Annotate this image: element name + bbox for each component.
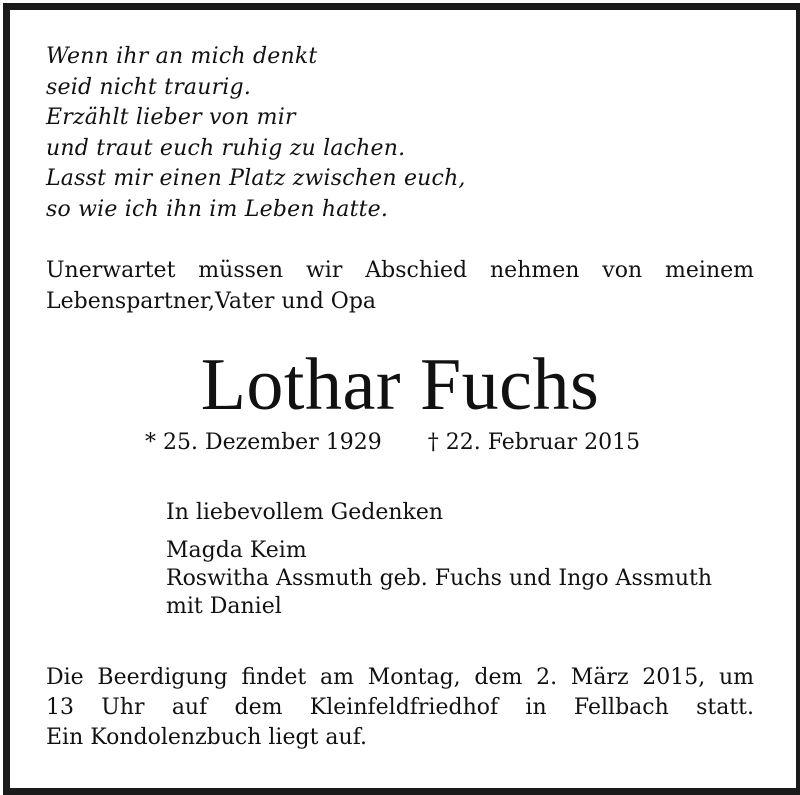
poem-line: und traut euch ruhig zu lachen. xyxy=(46,135,406,161)
memorial-greeting: In liebevollem Gedenken xyxy=(166,500,444,525)
funeral-line: Die Beerdigung findet am Montag, dem 2. März 2015, um xyxy=(46,665,754,690)
intro-relation: Lebenspartner,Vater und Opa xyxy=(46,288,377,314)
poem-line: Wenn ihr an mich denkt xyxy=(46,44,318,69)
deceased-name: Lothar Fuchs xyxy=(200,344,600,426)
memorial-poem xyxy=(46,42,466,225)
poem-line: Erzählt lieber von mir xyxy=(46,105,296,130)
poem-line: seid nicht traurig. xyxy=(46,74,252,100)
poem-line: so wie ich ihn im Leben hatte. xyxy=(46,196,389,222)
funeral-line: 13 Uhr auf dem Kleinfeldfriedhof in Fellbach statt. xyxy=(46,695,754,720)
mourner-name: Roswitha Assmuth geb. Fuchs und Ingo Assmuth xyxy=(166,566,713,591)
mourner-name: Magda Keim xyxy=(166,538,307,563)
poem-line: Lasst mir einen Platz zwischen euch, xyxy=(46,166,466,191)
birth-date: * 25. Dezember 1929 xyxy=(145,430,382,455)
mourners-block xyxy=(166,499,712,621)
funeral-details xyxy=(46,663,754,753)
intro-line: Unerwartet müssen wir Abschied nehmen von meinem xyxy=(46,258,754,283)
death-date: † 22. Februar 2015 xyxy=(427,430,641,455)
mourner-name: mit Daniel xyxy=(166,594,282,619)
announcement-intro xyxy=(46,256,754,317)
condolence-note: Ein Kondolenzbuch liegt auf. xyxy=(46,725,368,750)
life-dates xyxy=(145,428,640,458)
